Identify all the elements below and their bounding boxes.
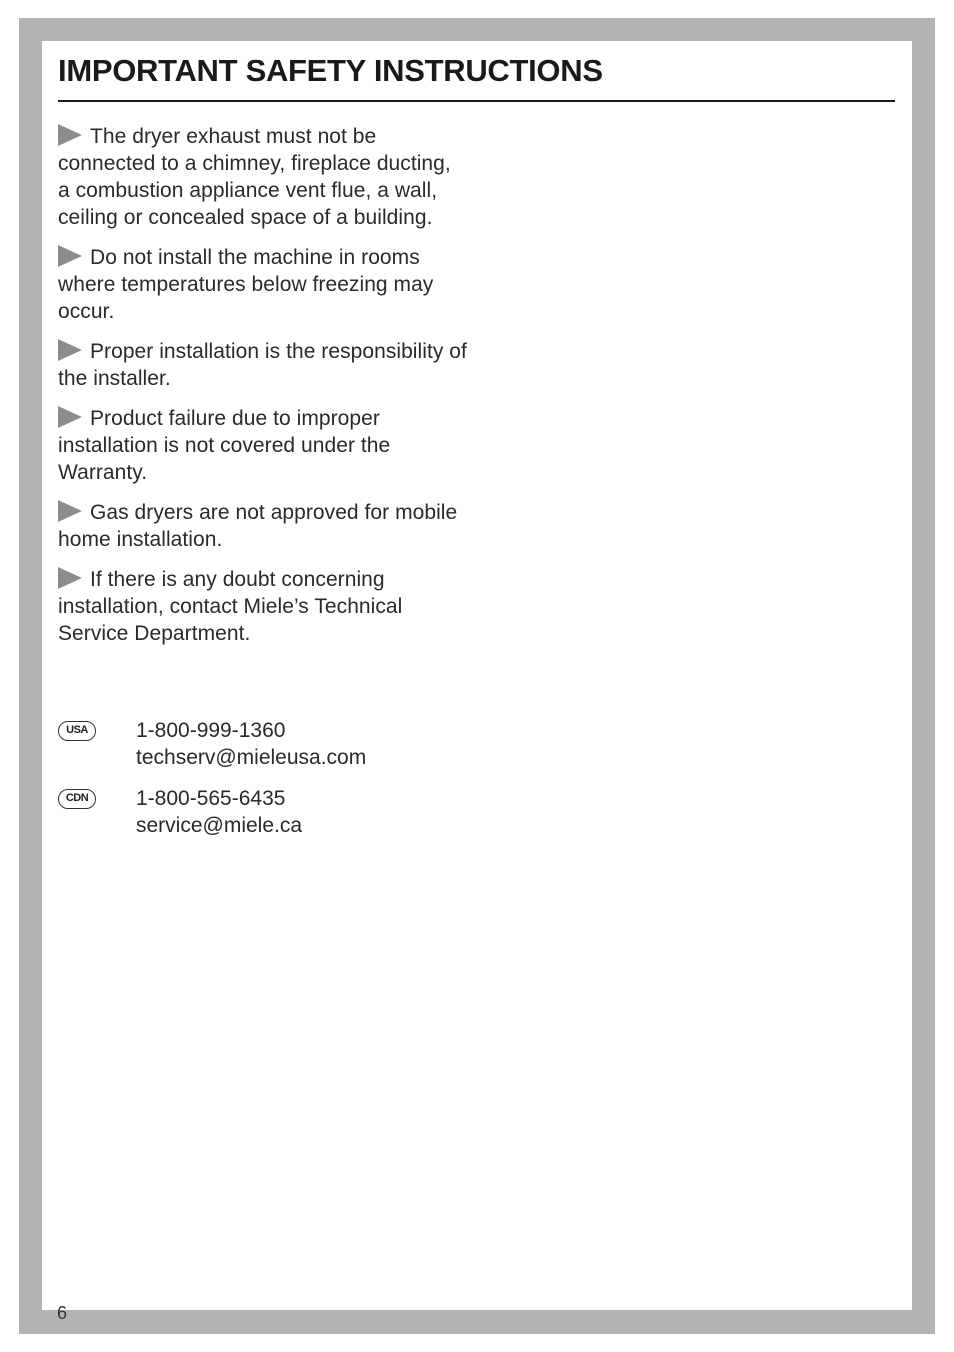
title-rule bbox=[58, 100, 895, 102]
contact-details bbox=[136, 717, 366, 771]
contact-usa bbox=[58, 717, 478, 771]
arrow-bullet-icon bbox=[58, 567, 82, 589]
list-item bbox=[58, 244, 468, 325]
arrow-bullet-icon bbox=[58, 245, 82, 267]
country-code-badge-icon: CDN bbox=[58, 789, 96, 809]
phone-number: 1-800-565-6435 bbox=[136, 787, 286, 810]
page-title: IMPORTANT SAFETY INSTRUCTIONS bbox=[58, 53, 603, 88]
phone-number: 1-800-999-1360 bbox=[136, 719, 286, 742]
list-item bbox=[58, 405, 468, 486]
instruction-text: Proper installation is the responsibility of the installer. bbox=[58, 340, 467, 390]
instruction-text: Do not install the machine in rooms where temperatures below freezing may occur. bbox=[58, 246, 434, 323]
email-address: techserv@mieleusa.com bbox=[136, 746, 367, 769]
instruction-text: Gas dryers are not approved for mobile home installation. bbox=[58, 501, 458, 551]
email-address: service@miele.ca bbox=[136, 814, 303, 837]
arrow-bullet-icon bbox=[58, 124, 82, 146]
country-code-badge-icon: USA bbox=[58, 721, 96, 741]
instruction-text: The dryer exhaust must not be connected to a chimney, fireplace ducting, a combustion appliance vent flue, a wall, ceiling or concealed space of a building. bbox=[58, 125, 451, 229]
instruction-list bbox=[58, 123, 468, 660]
arrow-bullet-icon bbox=[58, 406, 82, 428]
list-item bbox=[58, 338, 468, 392]
contact-list bbox=[58, 717, 478, 853]
list-item bbox=[58, 566, 468, 647]
instruction-text: Product failure due to improper installation is not covered under the Warranty. bbox=[58, 407, 391, 484]
list-item bbox=[58, 123, 468, 231]
page-number: 6 bbox=[57, 1303, 68, 1323]
contact-canada bbox=[58, 785, 478, 839]
instruction-text: If there is any doubt concerning installation, contact Miele’s Technical Service Department. bbox=[58, 568, 403, 645]
contact-details bbox=[136, 785, 302, 839]
arrow-bullet-icon bbox=[58, 339, 82, 361]
list-item bbox=[58, 499, 468, 553]
arrow-bullet-icon bbox=[58, 500, 82, 522]
